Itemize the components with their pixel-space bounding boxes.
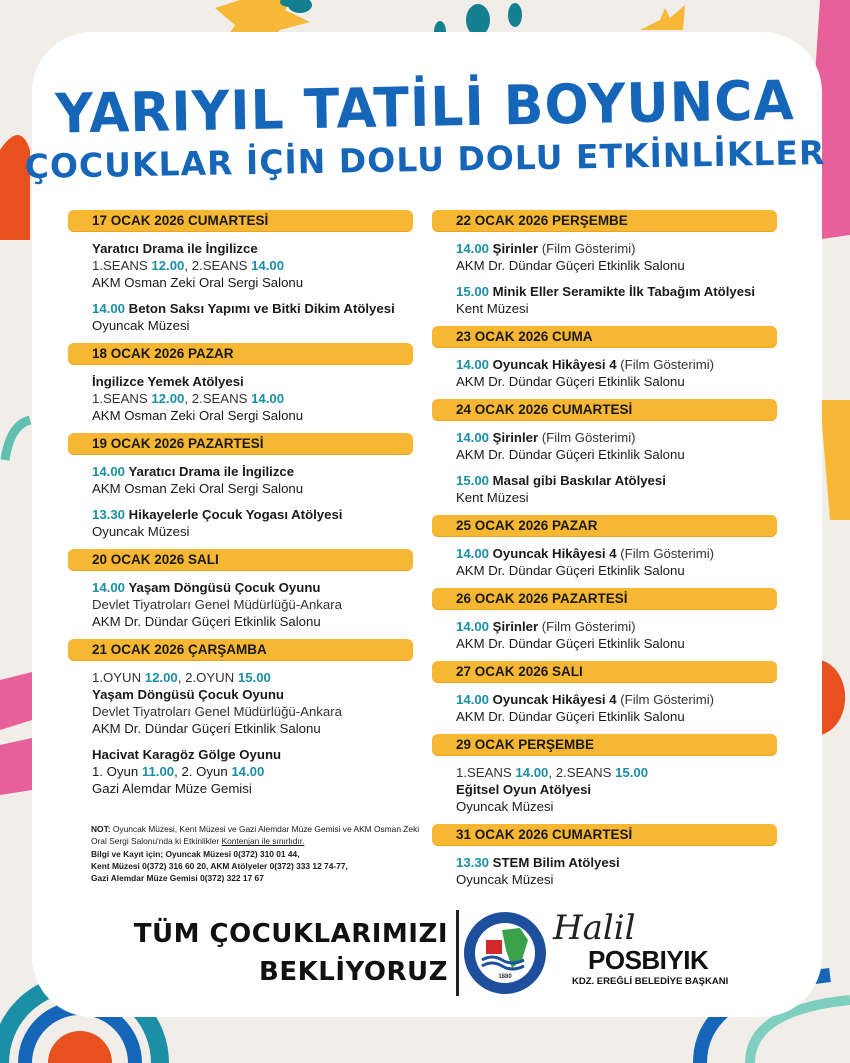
event-line bbox=[92, 596, 413, 613]
event-time: 14.00 bbox=[251, 391, 285, 406]
schedule-column-right bbox=[432, 210, 777, 897]
event-text: 1.SEANS bbox=[456, 765, 516, 780]
info-note bbox=[91, 823, 431, 884]
day-header: 26 OCAK 2026 PAZARTESİ bbox=[432, 588, 777, 609]
event-line bbox=[456, 798, 777, 815]
event-time: 12.00 bbox=[151, 391, 185, 406]
footer-divider bbox=[456, 910, 459, 996]
event-time: 15.00 bbox=[456, 284, 490, 299]
event-line bbox=[92, 480, 413, 497]
event-line bbox=[92, 746, 413, 763]
day-header: 17 OCAK 2026 CUMARTESİ bbox=[68, 210, 413, 231]
event-text: AKM Osman Zeki Oral Sergi Salonu bbox=[92, 275, 304, 290]
event-text: Devlet Tiyatroları Genel Müdürlüğü-Ankara bbox=[92, 597, 342, 612]
event-item bbox=[68, 463, 413, 497]
mayor-signature: Halil bbox=[553, 908, 636, 948]
event-text: , 2.SEANS bbox=[548, 765, 616, 780]
page-subtitle: ÇOCUKLAR İÇİN DOLU DOLU ETKİNLİKLER bbox=[24, 133, 826, 186]
event-time: 14.00 bbox=[92, 580, 126, 595]
event-item bbox=[432, 356, 777, 390]
event-line bbox=[92, 373, 413, 390]
event-text: AKM Dr. Dündar Güçeri Etkinlik Salonu bbox=[456, 258, 685, 273]
mayor-title: KDZ. EREĞLİ BELEDİYE BAŞKANI bbox=[572, 976, 729, 987]
event-text: (Film Gösterimi) bbox=[538, 241, 636, 256]
event-time: 14.00 bbox=[515, 765, 549, 780]
event-text: AKM Osman Zeki Oral Sergi Salonu bbox=[92, 408, 304, 423]
event-line bbox=[456, 257, 777, 274]
event-text: 1.SEANS bbox=[92, 258, 152, 273]
event-text: AKM Dr. Dündar Güçeri Etkinlik Salonu bbox=[456, 374, 685, 389]
event-item bbox=[432, 545, 777, 579]
note-capacity-warning: Kontenjan ile sınırlıdır. bbox=[221, 836, 305, 847]
event-text: (Film Gösterimi) bbox=[616, 692, 715, 707]
event-line bbox=[92, 390, 413, 407]
event-line bbox=[92, 407, 413, 424]
event-time: 12.00 bbox=[151, 258, 185, 273]
event-line bbox=[456, 618, 777, 635]
event-time: 11.00 bbox=[141, 764, 175, 779]
event-time: 14.00 bbox=[456, 619, 490, 634]
event-line bbox=[456, 489, 777, 506]
event-text: (Film Gösterimi) bbox=[538, 430, 636, 445]
event-text: AKM Dr. Dündar Güçeri Etkinlik Salonu bbox=[456, 709, 685, 724]
day-header: 18 OCAK 2026 PAZAR bbox=[68, 343, 413, 364]
event-text: 1.SEANS bbox=[92, 391, 152, 406]
event-time: 15.00 bbox=[456, 473, 490, 488]
event-line bbox=[92, 506, 413, 523]
footer-slogan bbox=[118, 915, 448, 991]
event-text: Masal gibi Baskılar Atölyesi bbox=[489, 473, 666, 488]
note-label: NOT: bbox=[91, 824, 111, 834]
event-text: AKM Dr. Dündar Güçeri Etkinlik Salonu bbox=[456, 447, 685, 462]
event-text: Yaşam Döngüsü Çocuk Oyunu bbox=[92, 687, 284, 702]
event-item bbox=[432, 240, 777, 274]
day-header: 22 OCAK 2026 PERŞEMBE bbox=[432, 210, 777, 231]
event-item bbox=[432, 429, 777, 463]
event-text: (Film Gösterimi) bbox=[538, 619, 636, 634]
event-text: 1. Oyun bbox=[92, 764, 142, 779]
event-line bbox=[92, 720, 413, 737]
event-text: Oyuncak Müzesi bbox=[456, 872, 554, 887]
event-text: Minik Eller Seramikte İlk Tabağım Atölyesi bbox=[489, 284, 756, 299]
event-line bbox=[456, 871, 777, 888]
event-text: Şirinler bbox=[489, 430, 539, 445]
event-text: Hikayelerle Çocuk Yogası Atölyesi bbox=[125, 507, 343, 522]
event-item bbox=[432, 472, 777, 506]
event-line bbox=[92, 257, 413, 274]
contact-line-3: Gazi Alemdar Müze Gemisi 0(372) 322 17 67 bbox=[91, 873, 264, 884]
event-line bbox=[456, 240, 777, 257]
event-item bbox=[68, 300, 413, 334]
event-item bbox=[432, 854, 777, 888]
event-line bbox=[456, 373, 777, 390]
event-text: AKM Dr. Dündar Güçeri Etkinlik Salonu bbox=[92, 614, 321, 629]
event-line bbox=[92, 317, 413, 334]
event-text: AKM Dr. Dündar Güçeri Etkinlik Salonu bbox=[92, 721, 321, 736]
event-line bbox=[92, 763, 413, 780]
event-line bbox=[92, 780, 413, 797]
event-item bbox=[68, 373, 413, 424]
event-time: 13.30 bbox=[92, 507, 126, 522]
event-item bbox=[68, 579, 413, 630]
event-text: Oyuncak Müzesi bbox=[92, 318, 190, 333]
event-line bbox=[456, 300, 777, 317]
event-line bbox=[456, 472, 777, 489]
event-item bbox=[432, 764, 777, 815]
day-header: 19 OCAK 2026 PAZARTESİ bbox=[68, 433, 413, 454]
event-text: Oyuncak Müzesi bbox=[456, 799, 554, 814]
event-text: Şirinler bbox=[489, 619, 539, 634]
event-item bbox=[68, 240, 413, 291]
event-item bbox=[68, 746, 413, 797]
event-line bbox=[92, 274, 413, 291]
event-text: , 2. Oyun bbox=[174, 764, 232, 779]
event-line bbox=[456, 781, 777, 798]
event-time: 14.00 bbox=[251, 258, 285, 273]
event-time: 15.00 bbox=[237, 670, 271, 685]
event-line bbox=[456, 764, 777, 781]
event-text: AKM Dr. Dündar Güçeri Etkinlik Salonu bbox=[456, 636, 685, 651]
event-line bbox=[92, 300, 413, 317]
event-text: Oyuncak Müzesi bbox=[92, 524, 190, 539]
event-line bbox=[92, 579, 413, 596]
event-line bbox=[92, 613, 413, 630]
event-time: 14.00 bbox=[456, 241, 490, 256]
event-line bbox=[92, 686, 413, 703]
event-line bbox=[92, 703, 413, 720]
event-text: Oyuncak Hikâyesi 4 bbox=[489, 692, 617, 707]
svg-text:1880: 1880 bbox=[498, 974, 512, 980]
event-line bbox=[456, 854, 777, 871]
event-text: STEM Bilim Atölyesi bbox=[489, 855, 620, 870]
day-header: 20 OCAK 2026 SALI bbox=[68, 549, 413, 570]
day-header: 21 OCAK 2026 ÇARŞAMBA bbox=[68, 639, 413, 660]
event-text: , 2.SEANS bbox=[184, 258, 252, 273]
event-line bbox=[456, 562, 777, 579]
event-text: Devlet Tiyatroları Genel Müdürlüğü-Ankara bbox=[92, 704, 342, 719]
event-line bbox=[456, 635, 777, 652]
event-text: Yaratıcı Drama ile İngilizce bbox=[125, 464, 295, 479]
event-line bbox=[92, 669, 413, 686]
event-line bbox=[456, 446, 777, 463]
mayor-name: POSBIYIK bbox=[588, 945, 709, 975]
event-line bbox=[456, 691, 777, 708]
event-line bbox=[92, 240, 413, 257]
event-text: Hacivat Karagöz Gölge Oyunu bbox=[92, 747, 282, 762]
event-text: Oyuncak Hikâyesi 4 bbox=[489, 357, 617, 372]
event-text: Kent Müzesi bbox=[456, 490, 529, 505]
event-time: 14.00 bbox=[231, 764, 265, 779]
event-line bbox=[456, 545, 777, 562]
event-item bbox=[432, 691, 777, 725]
slogan-line-2: BEKLİYORUZ bbox=[259, 957, 448, 987]
event-text: AKM Osman Zeki Oral Sergi Salonu bbox=[92, 481, 304, 496]
event-text: (Film Gösterimi) bbox=[616, 357, 715, 372]
event-item bbox=[68, 669, 413, 737]
event-line bbox=[456, 708, 777, 725]
event-text: Eğitsel Oyun Atölyesi bbox=[456, 782, 592, 797]
event-line bbox=[456, 356, 777, 373]
event-text: , 2.SEANS bbox=[184, 391, 252, 406]
day-header: 25 OCAK 2026 PAZAR bbox=[432, 515, 777, 536]
event-time: 15.00 bbox=[615, 765, 649, 780]
event-line bbox=[456, 283, 777, 300]
event-text: İngilizce Yemek Atölyesi bbox=[92, 374, 244, 389]
event-time: 14.00 bbox=[456, 430, 490, 445]
event-line bbox=[92, 463, 413, 480]
event-time: 14.00 bbox=[92, 301, 126, 316]
event-time: 13.30 bbox=[456, 855, 490, 870]
day-header: 27 OCAK 2026 SALI bbox=[432, 661, 777, 682]
event-item bbox=[432, 618, 777, 652]
event-time: 14.00 bbox=[456, 546, 490, 561]
day-header: 31 OCAK 2026 CUMARTESİ bbox=[432, 824, 777, 845]
event-time: 12.00 bbox=[144, 670, 178, 685]
event-text: Kent Müzesi bbox=[456, 301, 529, 316]
municipality-seal-icon bbox=[462, 910, 548, 996]
event-item bbox=[432, 283, 777, 317]
event-line bbox=[456, 429, 777, 446]
event-time: 14.00 bbox=[92, 464, 126, 479]
contact-line-1: Bilgi ve Kayıt için; Oyuncak Müzesi 0(372) 310 01 44, bbox=[91, 848, 300, 859]
event-text: AKM Dr. Dündar Güçeri Etkinlik Salonu bbox=[456, 563, 685, 578]
day-header: 29 OCAK PERŞEMBE bbox=[432, 734, 777, 755]
event-text: (Film Gösterimi) bbox=[616, 546, 715, 561]
note-text: Oyuncak Müzesi, Kent Müzesi ve Gazi Alemdar Müze Gemisi ve AKM Osman Zeki Oral Sergi Salonu'nda ki Etkinlikler bbox=[91, 824, 420, 847]
event-text: Gazi Alemdar Müze Gemisi bbox=[92, 781, 252, 796]
event-text: , 2.OYUN bbox=[177, 670, 238, 685]
schedule-column-left bbox=[68, 210, 413, 806]
event-line bbox=[92, 523, 413, 540]
event-text: Yaratıcı Drama ile İngilizce bbox=[92, 241, 258, 256]
event-text: Şirinler bbox=[489, 241, 539, 256]
event-text: Yaşam Döngüsü Çocuk Oyunu bbox=[125, 580, 321, 595]
event-time: 14.00 bbox=[456, 692, 490, 707]
event-item bbox=[68, 506, 413, 540]
event-text: Beton Saksı Yapımı ve Bitki Dikim Atölyesi bbox=[125, 301, 395, 316]
contact-line-2: Kent Müzesi 0(372) 316 60 20, AKM Atölyeler 0(372) 333 12 74-77, bbox=[91, 860, 348, 871]
day-header: 23 OCAK 2026 CUMA bbox=[432, 326, 777, 347]
day-header: 24 OCAK 2026 CUMARTESİ bbox=[432, 399, 777, 420]
page-title: YARIYIL TATİLİ BOYUNCA bbox=[54, 69, 796, 147]
slogan-line-1: TÜM ÇOCUKLARIMIZI bbox=[133, 919, 448, 949]
event-time: 14.00 bbox=[456, 357, 490, 372]
event-text: Oyuncak Hikâyesi 4 bbox=[489, 546, 617, 561]
event-text: 1.OYUN bbox=[92, 670, 145, 685]
